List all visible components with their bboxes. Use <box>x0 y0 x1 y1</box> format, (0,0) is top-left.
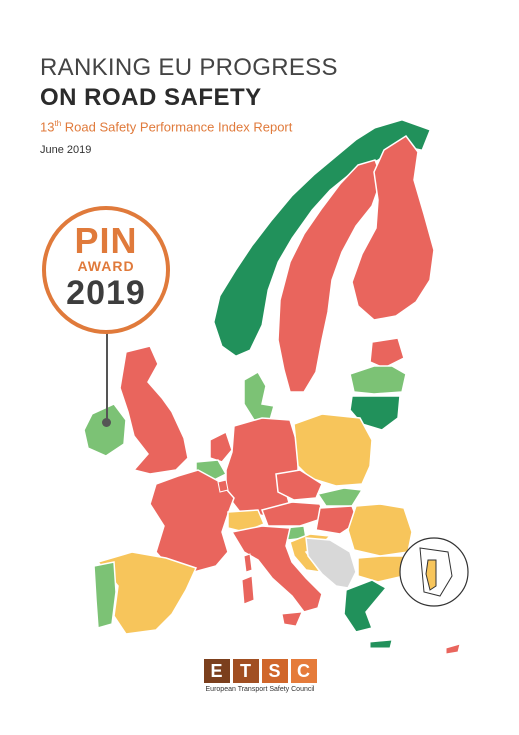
island-sardinia <box>242 576 254 604</box>
country-germany <box>226 418 298 516</box>
country-netherlands <box>210 432 232 462</box>
country-united-kingdom <box>120 346 188 474</box>
island-crete <box>370 640 392 648</box>
country-greece <box>344 580 386 632</box>
island-sicily <box>282 612 302 626</box>
award-pin-dot <box>102 418 111 427</box>
logo-letter-e: E <box>204 659 230 683</box>
etsc-logo <box>192 659 328 699</box>
award-pin-title: PIN <box>74 220 138 261</box>
country-latvia <box>350 366 406 394</box>
title-line-2: ON ROAD SAFETY <box>40 84 262 111</box>
logo-organization-name: European Transport Safety Council <box>205 686 315 693</box>
logo-letter-s: S <box>262 659 288 683</box>
award-year: 2019 <box>66 274 146 312</box>
country-romania <box>348 504 412 556</box>
island-corsica <box>244 554 252 572</box>
country-cyprus <box>446 644 460 654</box>
country-ireland <box>84 404 126 456</box>
title-line-1: RANKING EU PROGRESS <box>40 54 338 81</box>
country-luxembourg <box>218 480 228 492</box>
award-badge <box>42 206 170 334</box>
country-portugal <box>94 562 116 628</box>
region-western-balkans <box>306 538 356 588</box>
country-denmark <box>244 372 274 420</box>
country-estonia <box>370 338 404 368</box>
logo-letter-t: T <box>233 659 259 683</box>
award-label: AWARD <box>77 258 135 274</box>
subtitle: 13th Road Safety Performance Index Report <box>40 119 293 135</box>
award-pin-line <box>106 333 108 419</box>
country-slovakia <box>318 488 362 506</box>
logo-letter-c: C <box>291 659 317 683</box>
report-date: June 2019 <box>40 144 92 156</box>
